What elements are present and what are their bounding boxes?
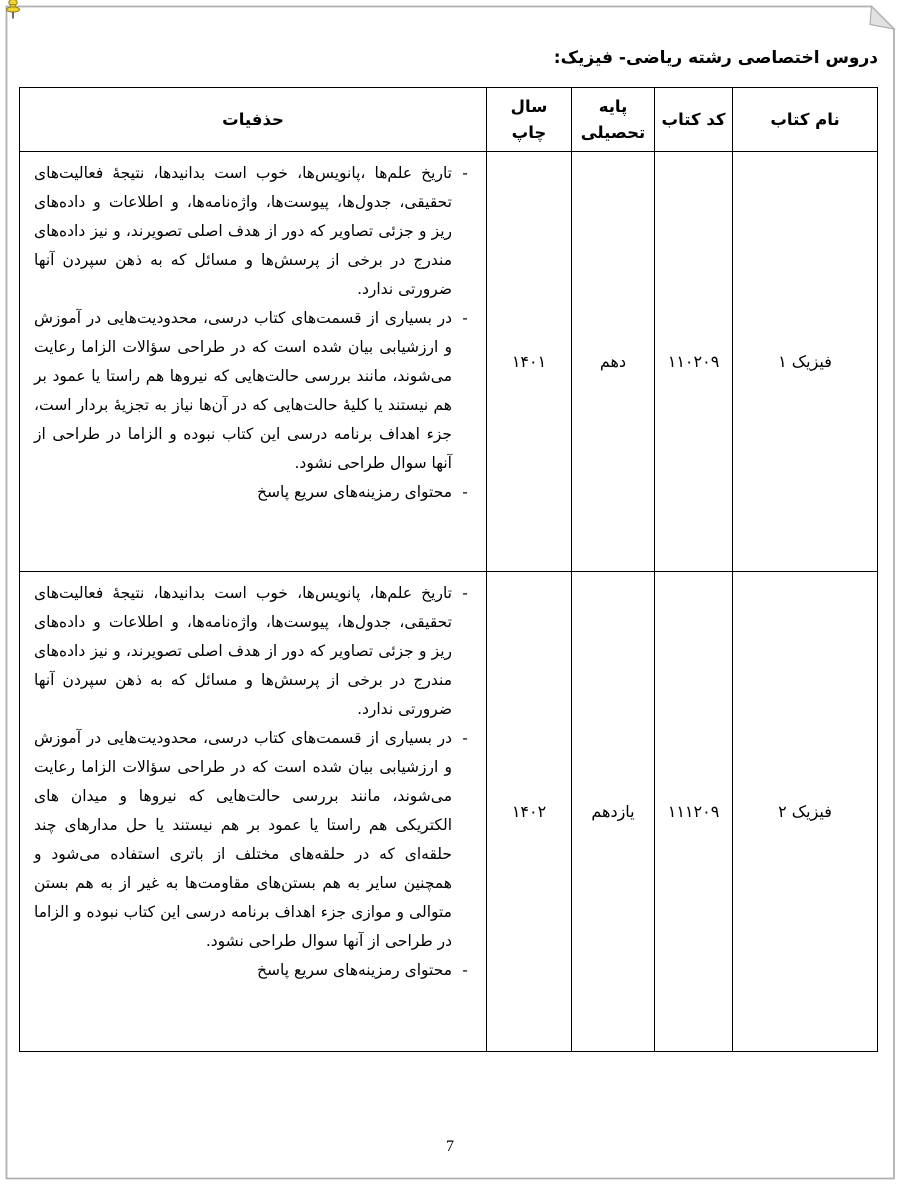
deletion-item bbox=[30, 304, 478, 478]
page-number: 7 bbox=[446, 1138, 454, 1155]
deletion-item bbox=[30, 579, 478, 724]
deletion-text: محتوای رمزینه‌های سریع پاسخ bbox=[256, 961, 452, 980]
bullet-dash: - bbox=[462, 164, 468, 183]
col-header-deletions: حذفیات bbox=[20, 88, 487, 152]
deletion-item bbox=[30, 956, 478, 985]
book-name-cell: فیزیک ۲ bbox=[733, 572, 878, 1052]
deletion-text: تاریخ علم‌ها، پانویس‌ها، خوب است بدانیدها، نتیجۀ فعالیت‌های تحقیقی، جدول‌ها، پیوست‌ها، واژه‌نامه‌ها، و اطلاعات و داده‌های ریز و جزئی تصاویر که دور از هدف اصلی تصویرند، و نیز داده‌های مندرج در برخی از پرسش‌ها و مسائل که به ذهن سپردن آنها ضرورتی ندارد. bbox=[34, 584, 452, 719]
col-header-book-name: نام کتاب bbox=[733, 88, 878, 152]
year-cell: ۱۴۰۲ bbox=[487, 572, 572, 1052]
deletion-text: تاریخ علم‌ها ،پانویس‌ها، خوب است بدانیدها، نتیجۀ فعالیت‌های تحقیقی، جدول‌ها، پیوست‌ها، واژه‌نامه‌ها، و اطلاعات و داده‌های ریز و جزئی تصاویر که دور از هدف اصلی تصویرند، و نیز داده‌های مندرج در برخی از پرسش‌ها و مسائل که به ذهن سپردن آنها ضرورتی ندارد. bbox=[34, 164, 452, 299]
bullet-dash: - bbox=[462, 961, 468, 980]
bullet-dash: - bbox=[462, 729, 468, 748]
book-code-cell: ۱۱۰۲۰۹ bbox=[655, 152, 733, 572]
book-name-cell: فیزیک ۱ bbox=[733, 152, 878, 572]
deletion-item bbox=[30, 159, 478, 304]
bullet-dash: - bbox=[462, 483, 468, 502]
table-row-physics2 bbox=[20, 572, 878, 1052]
col-header-book-code: کد کتاب bbox=[655, 88, 733, 152]
deletion-item bbox=[30, 724, 478, 956]
deletion-text: محتوای رمزینه‌های سریع پاسخ bbox=[256, 483, 452, 502]
pushpin-icon bbox=[7, 0, 20, 19]
col-header-year-line2: چاپ bbox=[511, 122, 547, 142]
header-row bbox=[20, 88, 878, 152]
book-code-cell: ۱۱۱۲۰۹ bbox=[655, 572, 733, 1052]
page-title: دروس اختصاصی رشته ریاضی- فیزیک: bbox=[553, 48, 878, 68]
col-header-grade-line1: پایه bbox=[598, 97, 628, 116]
bullet-dash: - bbox=[462, 584, 468, 603]
deletions-table bbox=[19, 87, 878, 1052]
year-cell: ۱۴۰۱ bbox=[487, 152, 572, 572]
deletion-item bbox=[30, 478, 478, 507]
deletions-cell bbox=[20, 572, 487, 1052]
deletion-text: در بسیاری از قسمت‌های کتاب درسی، محدودیت‌هایی در آموزش و ارزشیابی بیان شده است که در طراحی سؤالات الزاما رعایت می‌شوند، مانند بررسی حالت‌هایی که نیروها و میدان های الکتریکی هم راستا یا عمود بر هم نیستند یا حل مدارهای چند حلقه‌ای که در حلقه‌های مختلف از باتری استفاده می‌شود و همچنین سایر به هم بستن‌های مقاومت‌ها به غیر از به هم بستن متوالی و موازی جزء اهداف برنامه درسی این کتاب نبوده و الزاما در طراحی از آنها سوال طراحی نشود. bbox=[34, 729, 452, 951]
col-header-year-line1: سال bbox=[510, 97, 548, 116]
grade-cell: یازدهم bbox=[572, 572, 655, 1052]
col-header-year bbox=[487, 88, 572, 152]
deletion-text: در بسیاری از قسمت‌های کتاب درسی، محدودیت‌هایی در آموزش و ارزشیابی بیان شده است که در طراحی سؤالات الزاما رعایت می‌شوند، مانند بررسی حالت‌هایی که نیروها هم راستا یا عمود بر هم نیستند یا کلیۀ حالت‌هایی که در آن‌ها نیاز به تجزیۀ بردار است، جزء اهداف برنامه درسی این کتاب نبوده و الزاما در طراحی از آنها سوال طراحی نشود. bbox=[34, 309, 452, 473]
col-header-grade-line2: تحصیلی bbox=[580, 122, 646, 142]
col-header-grade bbox=[572, 88, 655, 152]
grade-cell: دهم bbox=[572, 152, 655, 572]
deletions-cell bbox=[20, 152, 487, 572]
page-curl-icon bbox=[870, 7, 894, 30]
table-row-physics1 bbox=[20, 152, 878, 572]
bullet-dash: - bbox=[462, 309, 468, 328]
